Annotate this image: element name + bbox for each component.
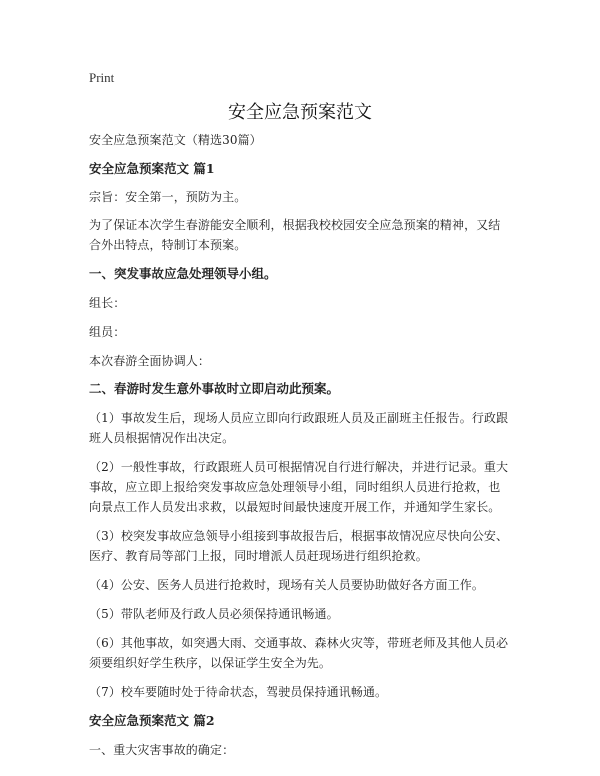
- article-heading-1: 安全应急预案范文 篇1: [89, 161, 215, 176]
- article-heading-2: 安全应急预案范文 篇2: [89, 713, 215, 728]
- section-heading-1: 一、突发事故应急处理领导小组。: [89, 266, 277, 281]
- list-item-4: （4）公安、医务人员进行抢救时，现场有关人员要协助做好各方面工作。: [89, 578, 484, 592]
- subtitle: 安全应急预案范文（精选30篇）: [89, 133, 262, 147]
- document-body: [89, 130, 511, 760]
- print-label: Print: [89, 70, 115, 85]
- document-title: 安全应急预案范文: [228, 102, 372, 123]
- section-heading-3: 一、重大灾害事故的确定：: [89, 743, 235, 757]
- list-item-5: （5）带队老师及行政人员必须保持通讯畅通。: [89, 607, 339, 621]
- leader-line: 组长：: [89, 296, 126, 310]
- list-item-7: （7）校车要随时处于待命状态，驾驶员保持通讯畅通。: [89, 685, 388, 699]
- members-line: 组员：: [89, 325, 126, 339]
- purpose-paragraph: 宗旨：安全第一，预防为主。: [89, 190, 247, 204]
- section-heading-2: 二、春游时发生意外事故时立即启动此预案。: [89, 381, 340, 396]
- list-item-1: （1）事故发生后，现场人员应立即向行政跟班人员及正副班主任报告。行政跟班人员根据情况作出决定。: [89, 411, 509, 445]
- list-item-3: （3）校突发事故应急领导小组接到事故报告后，根据事故情况应尽快向公安、医疗、教育局等部门上报，同时增派人员赶现场进行组织抢救。: [89, 529, 509, 563]
- coordinator-line: 本次春游全面协调人：: [89, 354, 211, 368]
- list-item-6: （6）其他事故，如突遇大雨、交通事故、森林火灾等，带班老师及其他人员必须要组织好学生秩序，以保证学生安全为先。: [89, 636, 509, 670]
- intro-paragraph: 为了保证本次学生春游能安全顺利，根据我校校园安全应急预案的精神，又结合外出特点，特制订本预案。: [89, 218, 501, 252]
- list-item-2: （2）一般性事故，行政跟班人员可根据情况自行进行解决，并进行记录。重大事故，应立即上报给突发事故应急处理领导小组，同时组织人员进行抢救，也向景点工作人员发出求救，以最短时间最快速度开展工作，并通知学生家长。: [89, 460, 509, 514]
